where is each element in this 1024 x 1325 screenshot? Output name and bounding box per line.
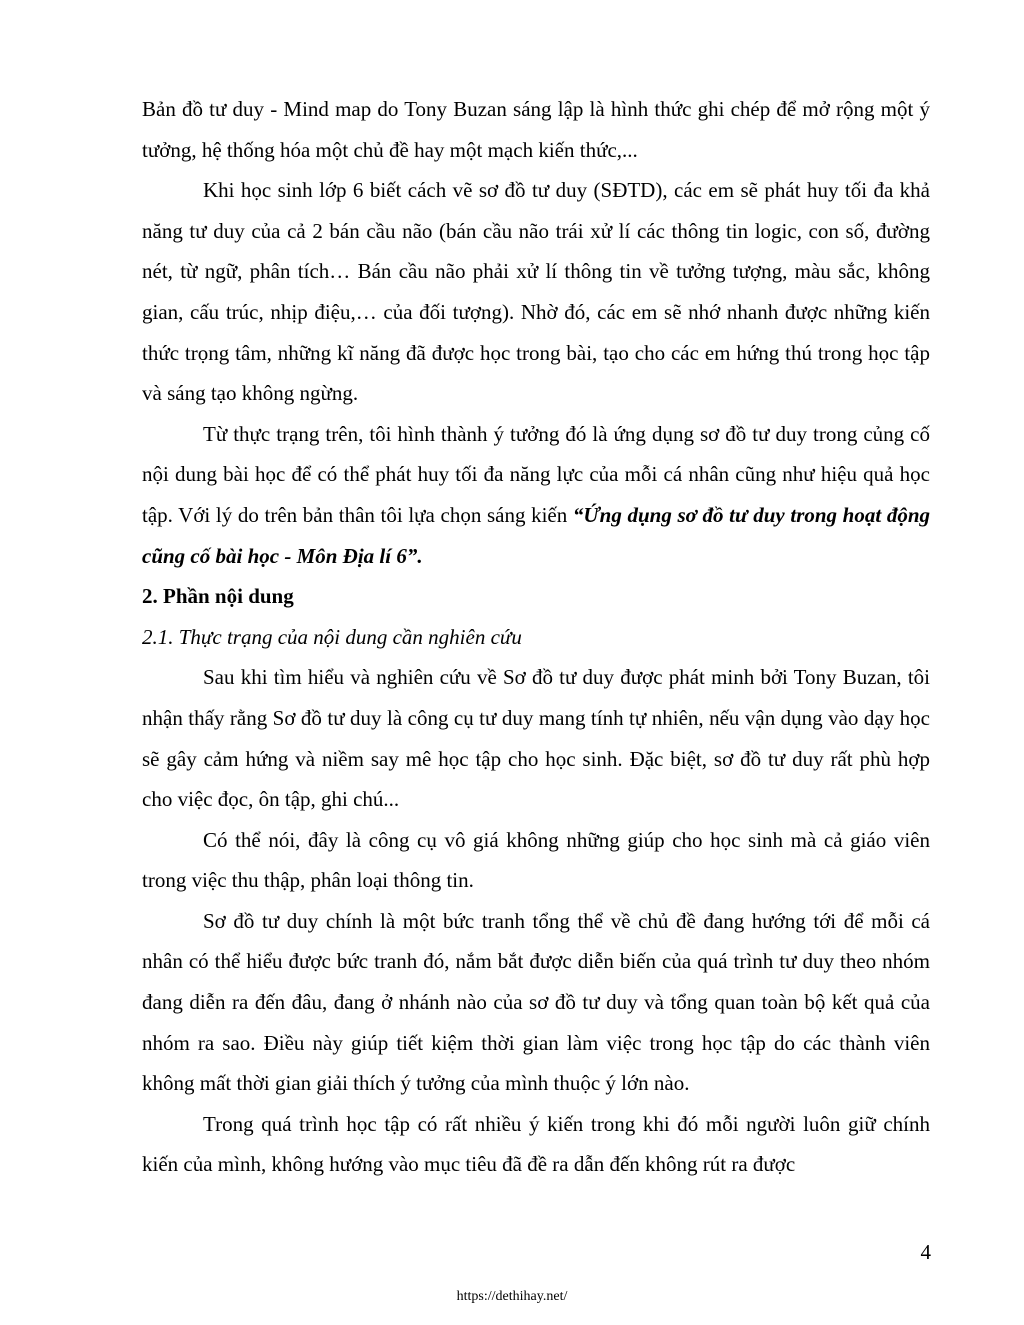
page-number: 4: [920, 1240, 931, 1264]
paragraph-research: Sau khi tìm hiểu và nghiên cứu về Sơ đồ tư duy được phát minh bởi Tony Buzan, tôi nhận thấy rằng Sơ đồ tư duy là công cụ tư duy mang tính tự nhiên, nếu vận dụng vào dạy học sẽ gây cảm hứng và niềm say mê học tập cho học sinh. Đặc biệt, sơ đồ tư duy rất phù hợp cho việc đọc, ôn tập, ghi chú...: [142, 665, 930, 812]
document-body: [142, 89, 930, 1185]
paragraph-intro: Bản đồ tư duy - Mind map do Tony Buzan sáng lập là hình thức ghi chép để mở rộng một ý tưởng, hệ thống hóa một chủ đề hay một mạch kiến thức,...: [142, 97, 930, 162]
paragraph-initiative-text: Từ thực trạng trên, tôi hình thành ý tưởng đó là ứng dụng sơ đồ tư duy trong củng cố nội dung bài học để có thể phát huy tối đa năng lực của mỗi cá nhân cũng như hiệu quả học tập. Với lý do trên bản thân tôi lựa chọn sáng kiến: [142, 421, 930, 527]
footer-url: https://dethihay.net/: [456, 1289, 568, 1304]
paragraph-learning: Trong quá trình học tập có rất nhiều ý kiến trong khi đó mỗi người luôn giữ chính kiến của mình, không hướng vào mục tiêu đã đề ra dẫn đến không rút ra được: [142, 1111, 930, 1177]
subsection-heading: 2.1. Thực trạng của nội dung cần nghiên cứu: [142, 624, 522, 649]
paragraph-benefits: Khi học sinh lớp 6 biết cách vẽ sơ đồ tư duy (SĐTD), các em sẽ phát huy tối đa khả năng tư duy của cả 2 bán cầu não (bán cầu não trái xử lí các thông tin logic, con số, đường nét, từ ngữ, phân tích… Bán cầu não phải xử lí thông tin về tưởng tượng, màu sắc, không gian, cấu trúc, nhịp điệu,… của đối tượng). Nhờ đó, các em sẽ nhớ nhanh được những kiến thức trọng tâm, những kĩ năng đã được học trong bài, tạo cho các em hứng thú trong học tập và sáng tạo không ngừng.: [142, 178, 930, 406]
paragraph-initiative: [142, 414, 930, 576]
paragraph-tool: Có thể nói, đây là công cụ vô giá không những giúp cho học sinh mà cả giáo viên trong việc thu thập, phân loại thông tin.: [142, 827, 930, 893]
initiative-title: “Ứng dụng sơ đồ tư duy trong hoạt động cũng cố bài học - Môn Địa lí 6”.: [142, 502, 931, 568]
section-heading: 2. Phần nội dung: [142, 584, 294, 609]
paragraph-overview: Sơ đồ tư duy chính là một bức tranh tổng thể về chủ đề đang hướng tới để mỗi cá nhân có thể hiểu được bức tranh đó, nắm bắt được diễn biến của quá trình tư duy theo nhóm đang diễn ra đến đâu, đang ở nhánh nào của sơ đồ tư duy và tổng quan toàn bộ kết quả của nhóm ra sao. Điều này giúp tiết kiệm thời gian làm việc trong học tập do các thành viên không mất thời gian giải thích ý tưởng của mình thuộc ý lớn nào.: [142, 908, 930, 1096]
